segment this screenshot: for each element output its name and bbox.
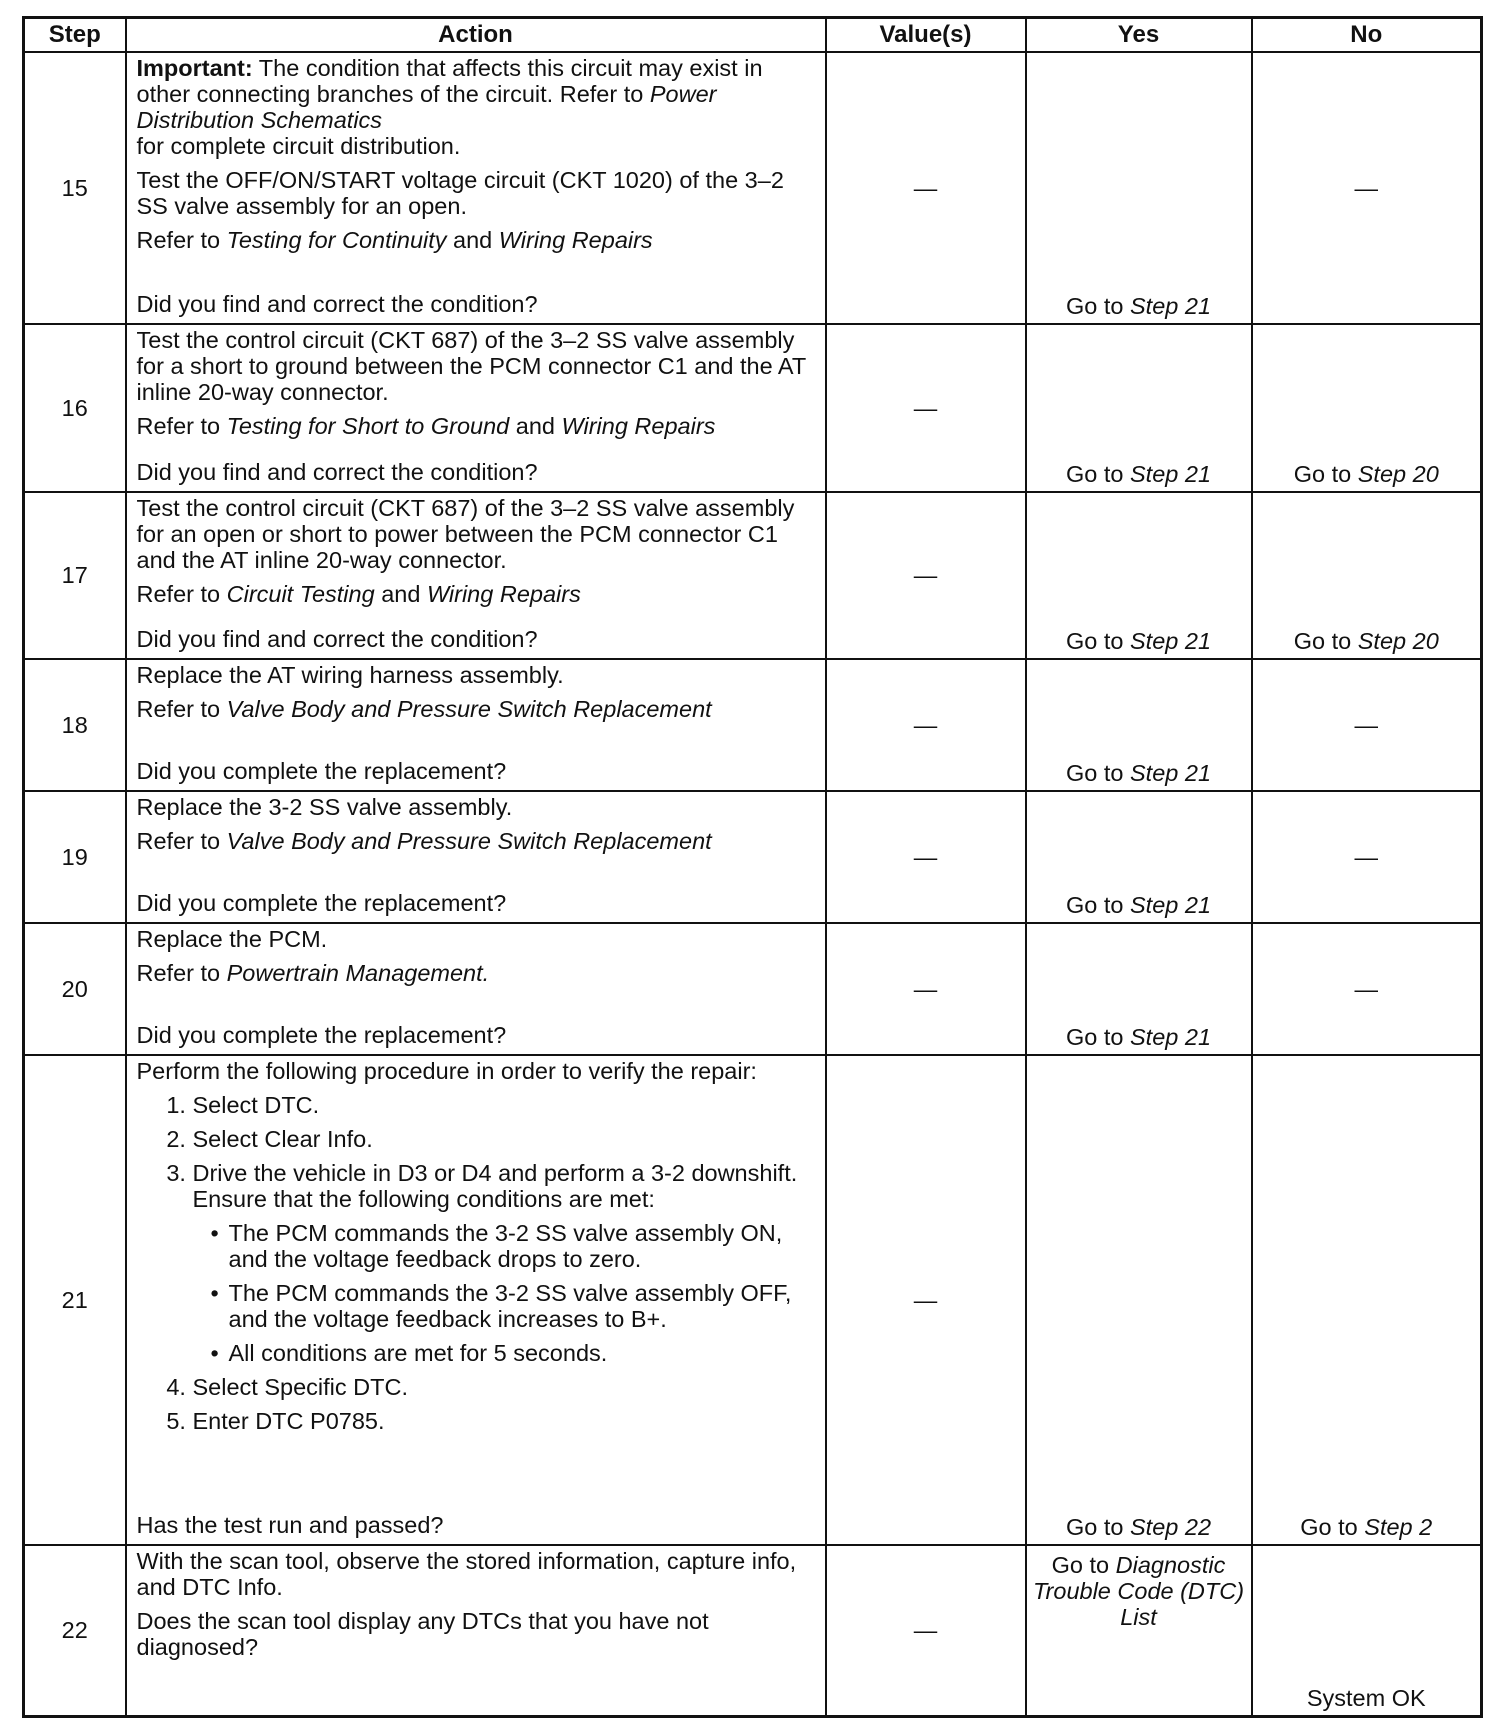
no-cell: — [1252, 923, 1482, 1055]
refer-line [137, 696, 815, 722]
header-step: Step [24, 18, 126, 53]
refer-label: Refer to [136, 828, 221, 855]
value-cell: — [826, 1545, 1026, 1717]
step-number: 18 [24, 659, 126, 791]
list-item: 4. Select Specific DTC. [193, 1374, 815, 1400]
no-cell [1252, 1055, 1482, 1545]
procedure-list [137, 1092, 815, 1442]
goto-label: Go to [1300, 1513, 1358, 1540]
table-row [24, 1055, 1482, 1545]
goto-label: Go to [1065, 628, 1124, 655]
goto-step-link[interactable]: Step 21 [1130, 1023, 1212, 1050]
procedure-intro: Perform the following procedure in order to verify the repair: [136, 1057, 757, 1084]
and-text: and [515, 412, 555, 439]
refer-line [137, 960, 815, 986]
list-item: 5. Enter DTC P0785. [193, 1408, 815, 1434]
value-cell: — [826, 791, 1026, 923]
step-number: 17 [24, 492, 126, 660]
important-text: The condition that affects this circuit may exist in other connecting branches of the circuit. Refer to [136, 55, 763, 107]
reference-link[interactable]: Wiring Repairs [498, 227, 653, 253]
yes-cell [1026, 1545, 1252, 1717]
table-row [24, 492, 1482, 660]
action-text: Test the control circuit (CKT 687) of the 3–2 SS valve assembly for an open or short to power between the PCM connector C1 and the AT inline 20-way connector. [136, 494, 795, 573]
value-cell: — [826, 1055, 1026, 1545]
no-cell: — [1252, 52, 1482, 324]
reference-link[interactable]: Wiring Repairs [426, 580, 581, 607]
action-text: Test the OFF/ON/START voltage circuit (CKT 1020) of the 3–2 SS valve assembly for an open. [136, 167, 784, 219]
condition-item: • The PCM commands the 3-2 SS valve assembly OFF, and the voltage feedback increases to B+. [229, 1280, 815, 1332]
goto-label: Go to [1065, 760, 1124, 787]
action-cell [126, 659, 826, 791]
goto-label: Go to [1051, 1551, 1110, 1578]
reference-link[interactable]: Powertrain Management. [226, 960, 490, 987]
table-row [24, 1545, 1482, 1717]
condition-item: • All conditions are met for 5 seconds. [229, 1340, 815, 1366]
no-cell [1252, 324, 1482, 492]
refer-line [137, 227, 815, 253]
question-text: Did you complete the replacement? [136, 890, 507, 917]
action-cell [126, 324, 826, 492]
important-tail: for complete circuit distribution. [136, 133, 461, 159]
yes-cell [1026, 659, 1252, 791]
value-cell: — [826, 492, 1026, 660]
value-cell: — [826, 324, 1026, 492]
action-text: Replace the PCM. [136, 926, 328, 953]
header-values: Value(s) [826, 18, 1026, 53]
goto-label: Go to [1293, 628, 1352, 655]
action-cell [126, 1055, 826, 1545]
goto-step-link[interactable]: Step 20 [1357, 460, 1439, 487]
list-item-text: Drive the vehicle in D3 or D4 and perform a 3-2 downshift. Ensure that the following conditions are met: [192, 1159, 798, 1212]
goto-step-link[interactable]: Step 21 [1130, 292, 1212, 319]
question-text: Does the scan tool display any DTCs that you have not diagnosed? [136, 1607, 709, 1660]
action-text: With the scan tool, observe the stored information, capture info, and DTC Info. [136, 1547, 797, 1600]
question-text: Has the test run and passed? [136, 1511, 444, 1538]
question-text: Did you complete the replacement? [136, 1021, 507, 1048]
refer-label: Refer to [136, 696, 221, 723]
yes-cell [1026, 492, 1252, 660]
important-ref: Power Distribution Schematics [136, 81, 717, 133]
step-number: 22 [24, 1545, 126, 1717]
header-row [24, 18, 1482, 53]
goto-step-link[interactable]: Step 20 [1357, 628, 1439, 655]
action-cell [126, 1545, 826, 1717]
goto-label: Go to [1065, 292, 1124, 319]
table-row [24, 324, 1482, 492]
action-text: Test the control circuit (CKT 687) of the 3–2 SS valve assembly for a short to ground between the PCM connector C1 and the AT inline 20-way connector. [136, 326, 806, 405]
table-row [24, 923, 1482, 1055]
table-row [24, 791, 1482, 923]
goto-diagnostic-link[interactable]: Diagnostic Trouble Code (DTC) List [1032, 1551, 1245, 1630]
and-text: and [381, 580, 421, 607]
question-text: Did you find and correct the condition? [136, 458, 538, 485]
refer-label: Refer to [136, 960, 221, 987]
no-cell: — [1252, 791, 1482, 923]
reference-link[interactable]: Valve Body and Pressure Switch Replacement [226, 696, 712, 723]
header-no: No [1252, 18, 1482, 53]
action-cell [126, 923, 826, 1055]
no-cell: — [1252, 659, 1482, 791]
step-number: 21 [24, 1055, 126, 1545]
and-text: and [453, 227, 493, 253]
action-cell [126, 492, 826, 660]
yes-cell [1026, 923, 1252, 1055]
value-cell: — [826, 52, 1026, 324]
yes-cell [1026, 791, 1252, 923]
condition-item: • The PCM commands the 3-2 SS valve assembly ON, and the voltage feedback drops to zero. [229, 1220, 815, 1272]
goto-label: Go to [1065, 1513, 1124, 1540]
yes-cell [1026, 324, 1252, 492]
goto-step-link[interactable]: Step 2 [1364, 1513, 1433, 1540]
refer-label: Refer to [136, 580, 221, 607]
yes-cell [1026, 52, 1252, 324]
header-yes: Yes [1026, 18, 1252, 53]
yes-cell [1026, 1055, 1252, 1545]
refer-label: Refer to [136, 412, 221, 439]
diagnostic-table [22, 16, 1483, 1718]
condition-list [193, 1220, 815, 1366]
goto-step-link[interactable]: Step 22 [1130, 1513, 1212, 1540]
action-cell [126, 791, 826, 923]
action-text: Replace the AT wiring harness assembly. [136, 662, 564, 689]
no-cell [1252, 492, 1482, 660]
step-number: 16 [24, 324, 126, 492]
action-text: Replace the 3-2 SS valve assembly. [136, 794, 513, 821]
goto-step-link[interactable]: Step 21 [1130, 760, 1212, 787]
question-text: Did you complete the replacement? [136, 758, 507, 785]
table-row [24, 659, 1482, 791]
reference-link[interactable]: Valve Body and Pressure Switch Replacement [226, 828, 712, 855]
goto-label: Go to [1065, 892, 1124, 919]
step-number: 20 [24, 923, 126, 1055]
no-cell: System OK [1252, 1545, 1482, 1717]
reference-link[interactable]: Circuit Testing [226, 580, 375, 607]
question-text: Did you find and correct the condition? [136, 626, 538, 653]
table-row [24, 52, 1482, 324]
reference-link[interactable]: Wiring Repairs [561, 412, 716, 439]
question-text: Did you find and correct the condition? [136, 290, 538, 317]
goto-step-link[interactable]: Step 21 [1130, 460, 1212, 487]
list-item: 1. Select DTC. [193, 1092, 815, 1118]
list-item: 2. Select Clear Info. [193, 1126, 815, 1152]
list-item [193, 1160, 815, 1366]
goto-label: Go to [1065, 1023, 1124, 1050]
refer-line [137, 828, 815, 854]
value-cell: — [826, 923, 1026, 1055]
step-number: 15 [24, 52, 126, 324]
goto-step-link[interactable]: Step 21 [1130, 628, 1212, 655]
goto-label: Go to [1293, 460, 1352, 487]
header-action: Action [126, 18, 826, 53]
refer-line [137, 581, 815, 607]
reference-link[interactable]: Testing for Continuity [226, 227, 447, 253]
refer-line [137, 413, 815, 439]
goto-step-link[interactable]: Step 21 [1130, 892, 1212, 919]
action-cell [126, 52, 826, 324]
goto-label: Go to [1065, 460, 1124, 487]
important-note [137, 55, 815, 159]
value-cell: — [826, 659, 1026, 791]
important-label: Important: [136, 55, 253, 81]
reference-link[interactable]: Testing for Short to Ground [226, 412, 510, 439]
step-number: 19 [24, 791, 126, 923]
refer-label: Refer to [136, 227, 221, 253]
